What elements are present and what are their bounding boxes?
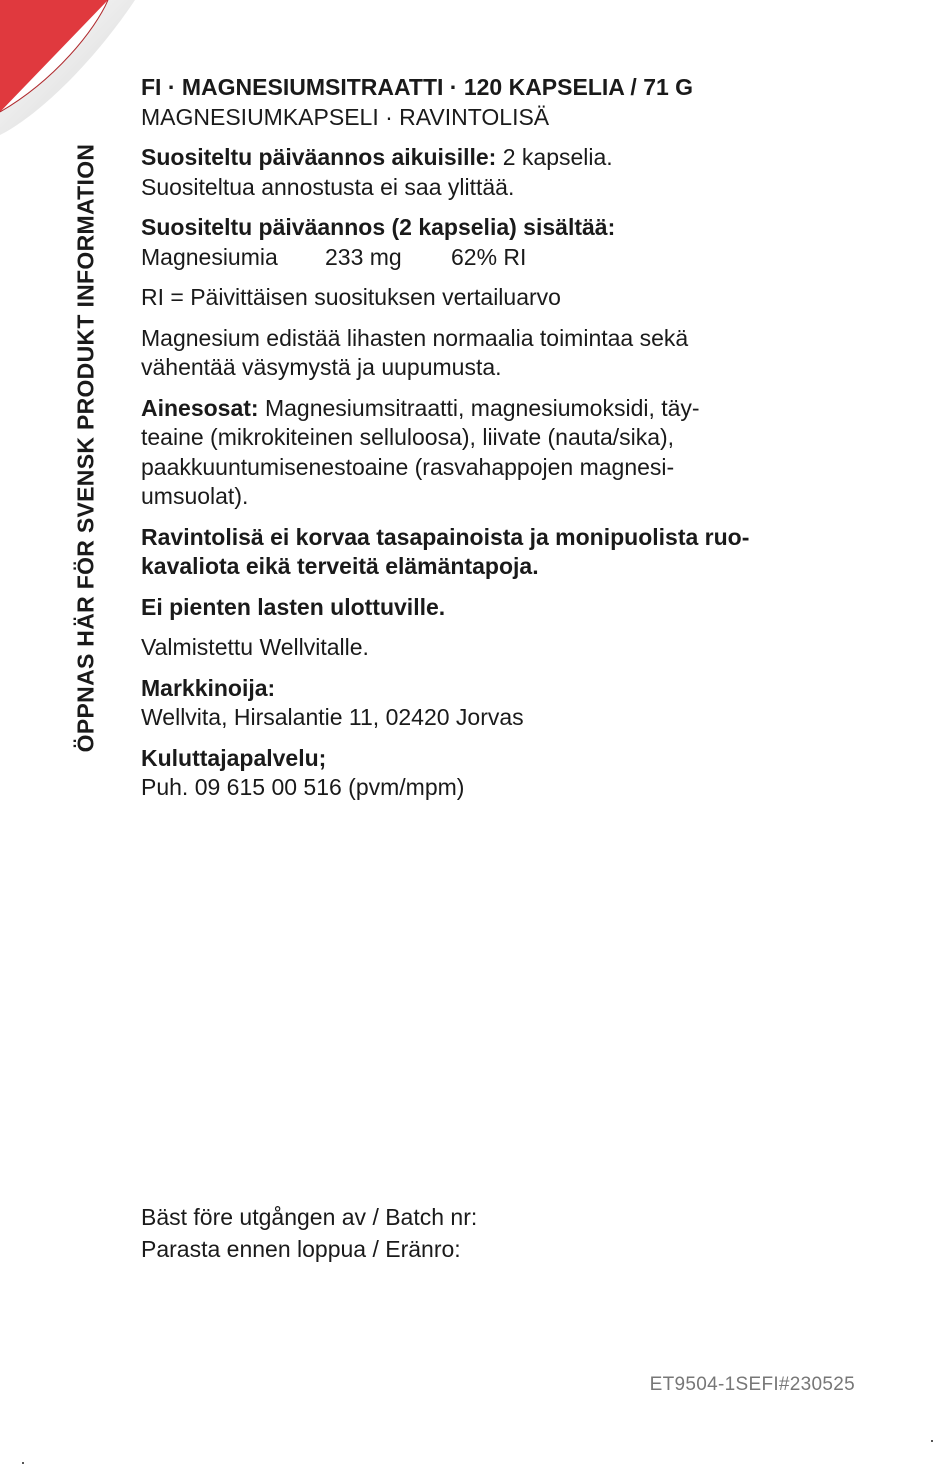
crop-mark <box>22 1462 24 1464</box>
peel-corner-graphic <box>0 0 140 140</box>
marketer-label: Markkinoija: <box>141 674 276 701</box>
warning-text <box>141 523 831 582</box>
warning-line: Ravintolisä ei korvaa tasapainoista ja monipuolista ruo- <box>141 523 750 550</box>
product-code: ET9504-1SEFI#230525 <box>649 1374 855 1395</box>
best-before-section <box>141 1201 477 1265</box>
crop-mark <box>931 1440 933 1442</box>
ingredients-line: teaine (mikrokiteinen selluloosa), liivate (nauta/sika), <box>141 424 675 450</box>
dosage-label: Suositeltu päiväannos aikuisille: <box>141 144 497 170</box>
dosage-value: 2 kapselia. <box>496 144 613 170</box>
product-heading <box>141 73 831 132</box>
ri-note: RI = Päivittäisen suosituksen vertailuarvo <box>141 284 561 310</box>
marketer-address: Wellvita, Hirsalantie 11, 02420 Jorvas <box>141 704 524 730</box>
children-warning: Ei pienten lasten ulottuville. <box>141 593 446 620</box>
side-label: ÖPPNAS HÄR FÖR SVENSK PRODUKT INFORMATION <box>72 143 99 753</box>
dosage-section <box>141 143 831 202</box>
nutrient-row <box>141 243 831 273</box>
contents-section <box>141 213 831 272</box>
service-label: Kuluttajapalvelu; <box>141 744 327 771</box>
service-phone: Puh. 09 615 00 516 (pvm/mpm) <box>141 774 465 800</box>
nutrient-ri: 62% RI <box>451 243 527 270</box>
dosage-note: Suositeltua annostusta ei saa ylittää. <box>141 173 515 200</box>
ingredients-section <box>141 394 831 512</box>
claim-line: vähentää väsymystä ja uupumusta. <box>141 354 502 380</box>
product-title: FI · MAGNESIUMSITRAATTI · 120 KAPSELIA / 71 G <box>141 74 694 100</box>
ingredients-label: Ainesosat: <box>141 394 259 421</box>
health-claim <box>141 324 831 383</box>
contents-label: Suositeltu päiväannos (2 kapselia) sisältää: <box>141 214 616 240</box>
product-subtitle: MAGNESIUMKAPSELI · RAVINTOLISÄ <box>141 103 550 130</box>
best-before-line: Bäst före utgången av / Batch nr: <box>141 1204 478 1230</box>
label-content <box>141 73 831 814</box>
service-section <box>141 744 831 803</box>
ingredients-line: paakkuuntumisenestoaine (rasvahappojen magnesi- <box>141 453 675 480</box>
best-before-line: Parasta ennen loppua / Eränro: <box>141 1236 461 1262</box>
claim-line: Magnesium edistää lihasten normaalia toimintaa sekä <box>141 324 689 351</box>
ingredients-line: umsuolat). <box>141 483 249 509</box>
marketer-section <box>141 674 831 733</box>
ingredients-line: Magnesiumsitraatti, magnesiumoksidi, täy- <box>258 394 700 421</box>
nutrient-amount: 233 mg <box>325 243 402 270</box>
warning-line: kavaliota eikä terveitä elämäntapoja. <box>141 553 539 579</box>
nutrient-name: Magnesiumia <box>141 243 278 270</box>
manufacturer-note: Valmistettu Wellvitalle. <box>141 634 369 660</box>
